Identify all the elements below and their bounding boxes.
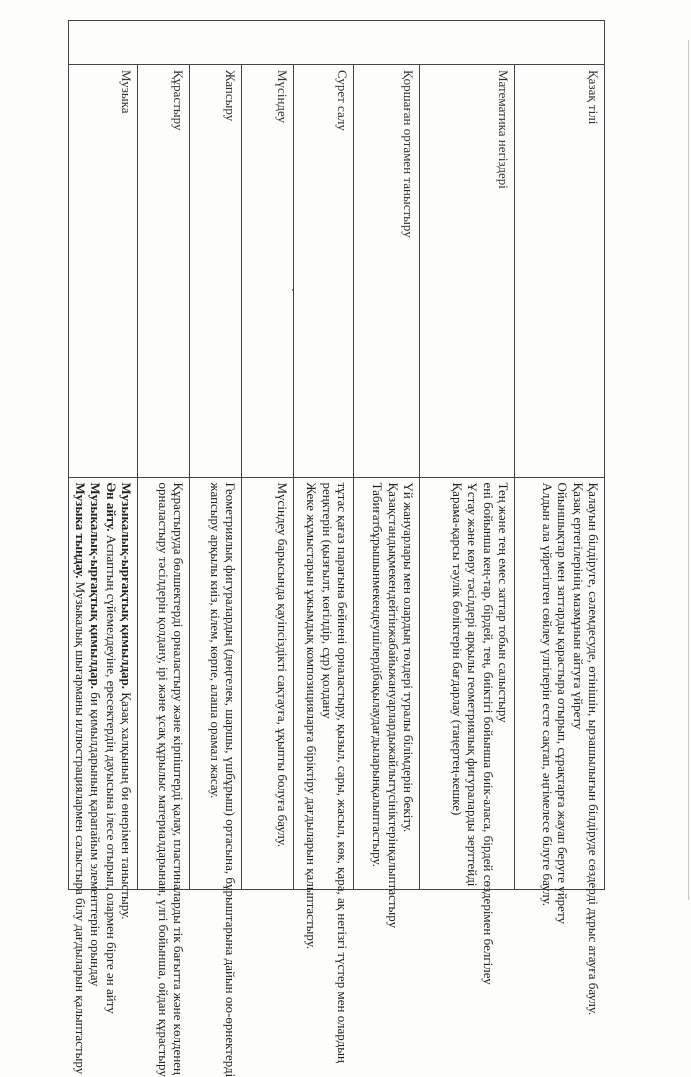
content-cell (420, 477, 515, 985)
music-line-text: би қимылдарының қарапайым элементтерін орындау (88, 689, 104, 987)
subject-cell: Мүсіндеу (242, 65, 294, 478)
music-line-heading: Музыка тыңдау. (73, 482, 88, 579)
content-line: Үй жануарлары мен олардың төлдері туралы білімдерін бекіту. (401, 482, 417, 833)
subject-cell: Математика негіздері (420, 65, 515, 478)
music-line-text: Аспаптың сүйемелдеуіне, ересектердің дауысына ілесе отырып, олармен бірге ән айту (104, 531, 119, 1014)
subject-cell: Музыка (69, 65, 139, 478)
subject-cell: Қазақ тілі (515, 65, 605, 478)
content-cell (515, 477, 605, 1016)
table-row (515, 21, 605, 890)
content-line: Қазақ ертегілерінің мазмұнын айтуға үйрету (571, 482, 586, 730)
content-line: Алдын ала үйретілген сөйлеу үлгілерін есте сақтап, әңгімелесе білуге баулу. (540, 482, 555, 907)
content-cell (354, 477, 420, 929)
number-cell (69, 21, 606, 65)
table-row (190, 21, 242, 890)
content-line: реңктерін (қызғылт, көгілдір, сұр) қолдану (320, 482, 335, 719)
music-line-text: Музыкалық шығарманы иллюстрациялармен салыстыра білу дағдыларын қалыптастыру (73, 578, 88, 1075)
content-cell (294, 477, 354, 1063)
music-line (119, 482, 135, 920)
content-line: Ұстау және көру тәсілдері арқылы геометриялық фигураларды зерттейді (465, 482, 481, 887)
content-line: Құрастыруда бөлшектерді орналастыру және кірпіштерді қалау, пластиналарды тік бағытта және көлденең (171, 482, 187, 1076)
music-line (104, 482, 120, 1014)
content-line: жапсыру арқылы киіз, кілем, көрпе, алаша орамал жасау. (208, 482, 223, 799)
table-row (69, 21, 139, 890)
content-cell (138, 477, 190, 1077)
left-margin-cell (605, 21, 623, 65)
table-row (242, 21, 294, 890)
music-line (73, 482, 89, 1075)
table-row (294, 21, 354, 890)
rotated-page (68, 20, 623, 1077)
content-line: Қалауын білдіруге, сәлемдесуде, өтінішін, ырзашылығын білдіруде сөздерді дұрыс атауға баулу. (586, 482, 602, 1016)
table-row (138, 21, 190, 890)
content-line: Табиғатбұрышынмекендеушілердібақылаудағдыларынқалыптастыру. (370, 482, 386, 867)
content-line: Жеке жұмыстарын ұжымдық композицияларға біріктіру дағдыларын қалыптастыру. (304, 482, 320, 950)
content-cell (242, 477, 294, 890)
table-row (420, 21, 515, 890)
top-gap (605, 65, 623, 890)
subject-cell: Сурет салу (294, 65, 354, 478)
subject-cell: Қоршаған ортамен таныстыру (354, 65, 420, 478)
content-cell (69, 477, 139, 1075)
subject-cell: Құрастыру (138, 65, 190, 478)
content-cell (190, 477, 242, 1077)
page-edge-mark (688, 40, 689, 900)
content-line: тұтас қағаз парағына бейнені орналастыру, қызыл, сары, жасыл, көк, қара, ақ негізгі түстер мен олардың (335, 482, 351, 1063)
content-line: Тең және тең емес заттар тобын салыстыру (496, 482, 512, 723)
subject-cell: Жапсыру (190, 65, 242, 478)
content-line: ені бойынша кең-тар, бірдей, тең, биіктігі бойынша биік-аласа, бірдей сөздерімен белгілеу (481, 482, 496, 985)
content-line: орналастыру тәсілдерін қолдану, ірі және ұсақ құрылыс материалдарынан, үлгі бойынша, ойдан құрастыру (156, 482, 171, 1077)
content-line: Қазақстандықмекендейтінжабайыжануарлардыжайлытүсініктерінқалыптастыру (386, 482, 401, 929)
music-line-heading: Музыкалық-ырғақтық қимылдар. (119, 482, 135, 690)
music-line-heading: Ән айту. (104, 482, 119, 532)
content-line: Қарама-қарсы тәулік бөліктерін бағдарлау (таңертең-кешке) (450, 482, 465, 816)
music-line (88, 482, 104, 987)
music-line-text: Қазақ халқының би өнерімен таныстыру. (119, 689, 135, 920)
content-line: Геометриялық фигуралардың (дөңгелек, шаршы, үшбұрыш) ортасына, бұрыштарына дайын ою-өрнектерді (223, 482, 239, 1077)
table-row (354, 21, 420, 890)
curriculum-table (68, 20, 623, 1077)
content-line: Мүсіндеу барысында қауіпсіздікті сақтауға, ұқыпты болуға баулу. (275, 482, 291, 848)
music-line-heading: Музыкалық-ырғақтық қимылдар. (88, 482, 104, 690)
content-line: Ойыншықтар мен заттарды қарастыра отырып, сұрақтарға жауап беруге үйрету (555, 482, 571, 924)
